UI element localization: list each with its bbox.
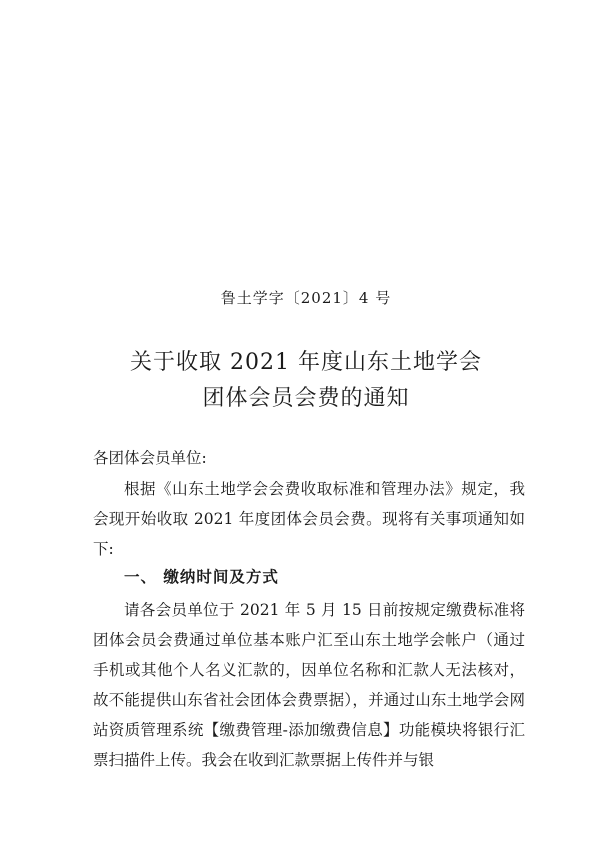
paragraph-payment-details: 请各会员单位于 2021 年 5 月 15 日前按规定缴费标准将团体会员会费通过单位基本账户汇至山东土地学会帐户（通过手机或其他个人名义汇款的，因单位名称和汇款人无法核对，故不能提供山东省社会团体会费票据），并通过山东土地学会网站资质管理系统【缴费管理-添加缴费信息】功能模块将银行汇票扫描件上传。我会在收到汇款票据上传件并与银 bbox=[93, 601, 525, 769]
section-heading-payment-time: 一、 缴纳时间及方式 bbox=[124, 568, 279, 586]
document-number: 鲁土学字〔2021〕4 号 bbox=[220, 289, 392, 307]
paragraph-intro: 根据《山东土地学会会费收取标准和管理办法》规定，我会现开始收取 2021 年度团体会员会费。现将有关事项通知如下: bbox=[93, 480, 525, 558]
document-title-line-2: 团体会员会费的通知 bbox=[202, 386, 410, 411]
salutation: 各团体会员单位: bbox=[93, 449, 207, 467]
document-title-line-1: 关于收取 2021 年度山东土地学会 bbox=[130, 350, 482, 375]
